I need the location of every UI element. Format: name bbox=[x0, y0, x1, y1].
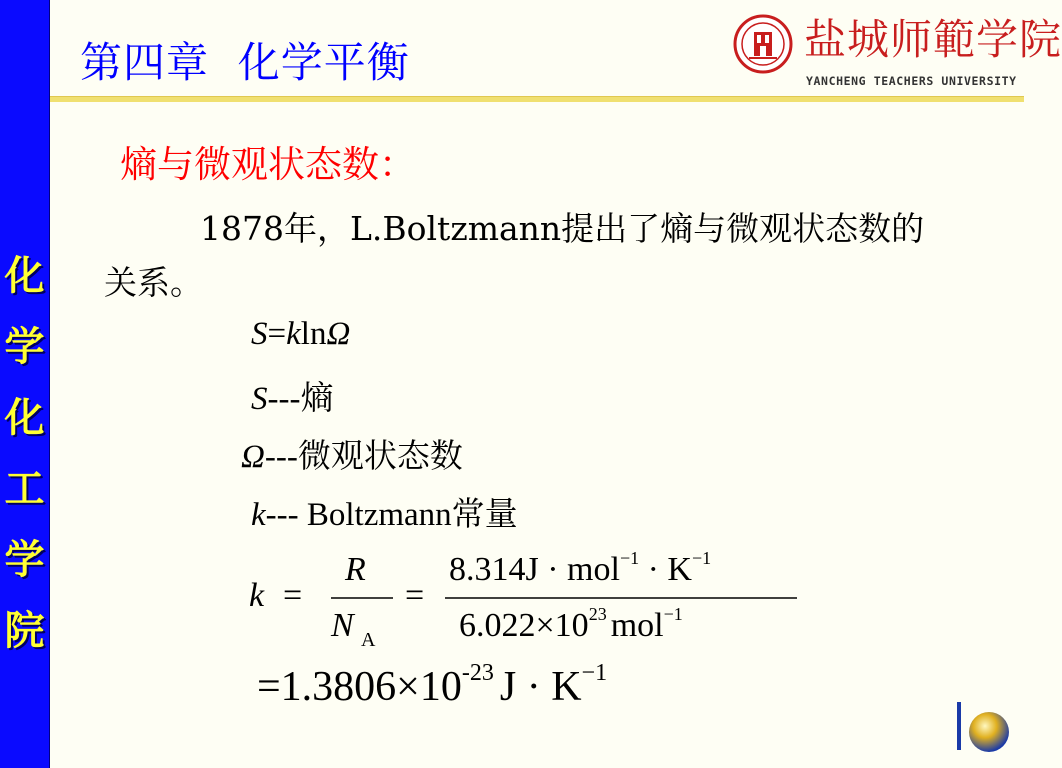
sidebar-char: 学 bbox=[4, 537, 45, 583]
def-text: ---熵 bbox=[267, 381, 334, 417]
def-text: ---微观状态数 bbox=[264, 439, 463, 475]
sidebar-char: 化 bbox=[4, 395, 45, 441]
eq-ln: ln bbox=[300, 316, 327, 352]
slide-nav-sphere-icon[interactable] bbox=[955, 700, 1011, 756]
def-symbol: Ω bbox=[241, 439, 265, 475]
formula-equals-1: = bbox=[283, 577, 303, 614]
university-emblem-icon bbox=[733, 14, 793, 74]
def-symbol: S bbox=[251, 381, 268, 417]
university-name-cn: 盐城师範学院 bbox=[804, 15, 1062, 64]
formula-N: N bbox=[331, 607, 354, 644]
formula-equals-2: = bbox=[405, 577, 425, 614]
formula-numerator: $8.314J \cdot mol^{-1} \cdot K^{-1}$ bbox=[449, 548, 712, 588]
eq-equals: = bbox=[267, 316, 287, 352]
sidebar-char: 化 bbox=[4, 253, 45, 299]
def-symbol: k bbox=[251, 497, 266, 533]
slide-title: 第四章 化学平衡 bbox=[80, 38, 410, 87]
sidebar bbox=[0, 0, 50, 768]
definition-entropy bbox=[251, 372, 333, 419]
formula-denominator: $6.022\times 10^{23}$ mol$^{-1}$ bbox=[459, 604, 683, 644]
intro-paragraph: 1878年，L.Boltzmann提出了熵与微观状态数的关系。 bbox=[104, 209, 925, 302]
section-subtitle: 熵与微观状态数： bbox=[120, 143, 416, 186]
title-divider bbox=[50, 96, 1024, 102]
definition-boltzmann-constant bbox=[251, 488, 518, 535]
formula-result: $=1.3806\times 10^{-23}$ $J \cdot K^{-1}$ bbox=[257, 660, 608, 710]
formula-N-sub: A bbox=[361, 629, 376, 651]
eq-symbol-k: k bbox=[286, 316, 301, 352]
formula-R: R bbox=[345, 551, 366, 588]
formula-k: k bbox=[249, 577, 265, 614]
sidebar-char: 学 bbox=[4, 324, 45, 370]
boltzmann-constant-formula bbox=[245, 540, 825, 720]
sidebar-char: 工 bbox=[4, 466, 45, 512]
sidebar-char: 院 bbox=[4, 608, 45, 654]
eq-symbol-omega: Ω bbox=[326, 316, 351, 352]
university-name-en: YANCHENG TEACHERS UNIVERSITY bbox=[806, 74, 1017, 88]
eq-symbol-s: S bbox=[251, 316, 268, 352]
boltzmann-equation bbox=[251, 316, 350, 353]
definition-microstates bbox=[241, 430, 463, 477]
def-text: --- Boltzmann常量 bbox=[265, 497, 518, 533]
